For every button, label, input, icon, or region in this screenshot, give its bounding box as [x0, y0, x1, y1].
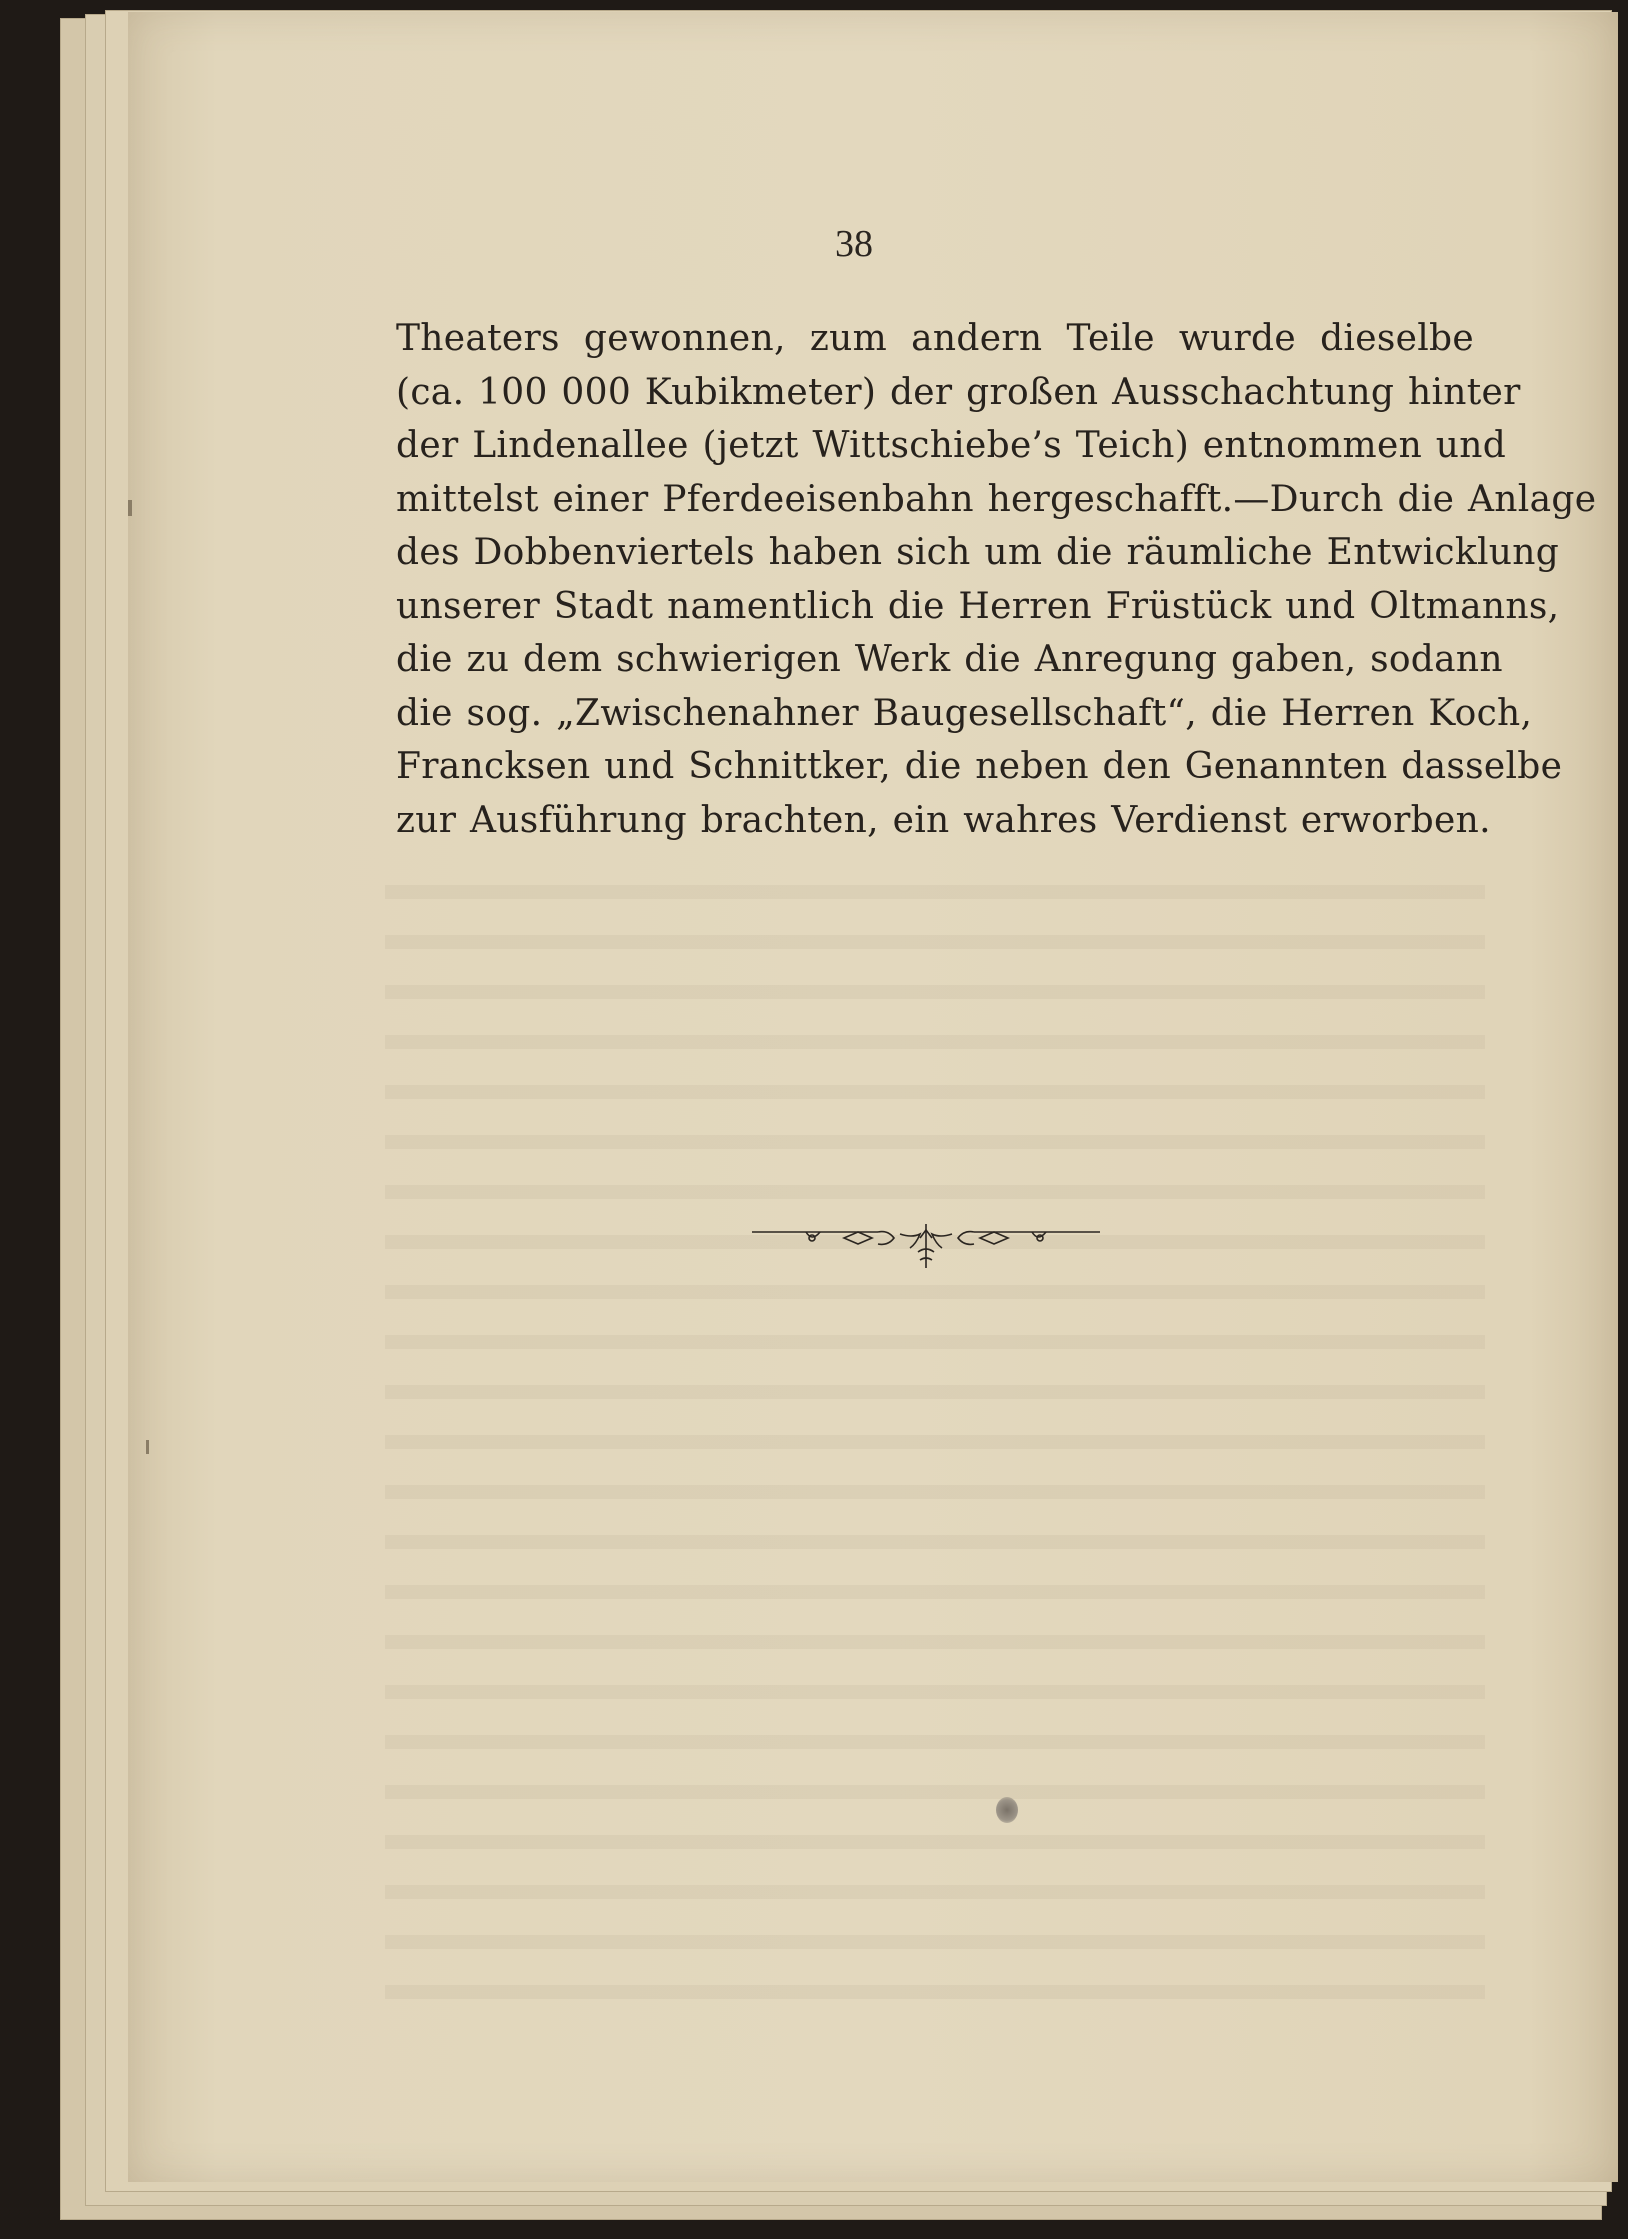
- text-line: Francksen und Schnittker, die neben den Genannten dasselbe: [396, 746, 1563, 787]
- page-number: 38: [835, 223, 873, 265]
- text-line: unserer Stadt namentlich die Herren Früstück und Oltmanns,: [396, 585, 1560, 627]
- text-line: des Dobbenviertels haben sich um die räumliche Entwicklung: [396, 532, 1560, 573]
- paper-stain: [996, 1797, 1018, 1823]
- text-line: die sog. „Zwischenahner Baugesellschaft“, die Herren Koch,: [396, 692, 1533, 734]
- margin-mark: [128, 500, 132, 516]
- body-paragraph: [396, 312, 1597, 847]
- text-line: (ca. 100 000 Kubikmeter) der großen Ausschachtung hinter: [396, 371, 1521, 413]
- text-line: zur Ausführung brachten, ein wahres Verdienst erworben.: [396, 799, 1491, 841]
- text-line: der Lindenallee (jetzt Wittschiebe’s Teich) entnommen und: [396, 425, 1507, 466]
- text-line: mittelst einer Pferdeeisenbahn hergeschafft.—Durch die Anlage: [396, 478, 1597, 520]
- text-line: Theaters gewonnen, zum andern Teile wurde dieselbe: [396, 318, 1474, 359]
- decorative-divider-icon: [750, 1218, 1102, 1274]
- margin-mark: [146, 1440, 149, 1454]
- text-line: die zu dem schwierigen Werk die Anregung gaben, sodann: [396, 639, 1503, 680]
